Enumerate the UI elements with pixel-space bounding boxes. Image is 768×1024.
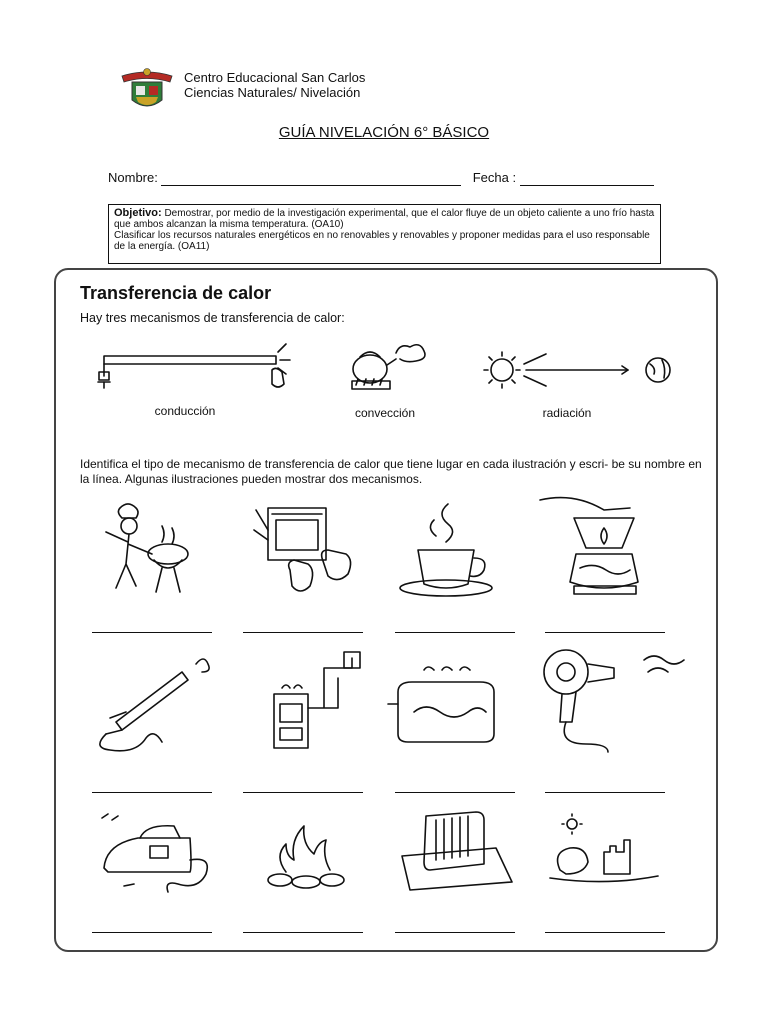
oven-mitts-icon <box>250 500 370 610</box>
subject-name: Ciencias Naturales/ Nivelación <box>184 85 361 100</box>
wood-stove-icon <box>268 648 368 760</box>
worksheet-title: Transferencia de calor <box>80 283 272 303</box>
name-field[interactable] <box>161 170 461 186</box>
mechanism-label-convection: convección <box>354 406 416 420</box>
answer-line-7[interactable] <box>395 792 515 793</box>
mechanism-label-conduction: conducción <box>154 404 216 418</box>
objective-text-2: Clasificar los recursos naturales energéticos en no renovables y renovables y proponer medidas para el uso responsable de la energía. (OA11) <box>114 230 650 252</box>
answer-line-2[interactable] <box>243 632 363 633</box>
answer-line-12[interactable] <box>545 932 665 933</box>
worksheet-intro: Hay tres mecanismos de transferencia de calor: <box>80 311 345 325</box>
answer-line-1[interactable] <box>92 632 212 633</box>
answer-line-3[interactable] <box>395 632 515 633</box>
hair-dryer-icon <box>538 648 688 760</box>
school-crest-icon <box>118 66 176 114</box>
campfire-icon <box>256 820 356 892</box>
answer-line-6[interactable] <box>243 792 363 793</box>
curling-iron-icon <box>86 650 216 760</box>
document-header <box>118 66 538 116</box>
answer-line-11[interactable] <box>395 932 515 933</box>
radiation-sun-icon <box>478 348 678 398</box>
objective-label: Objetivo: <box>114 207 162 219</box>
conduction-rod-icon <box>96 348 296 398</box>
sandcastle-sun-icon <box>546 812 666 892</box>
name-label: Nombre: <box>108 170 158 185</box>
clothes-iron-icon <box>94 814 224 894</box>
worksheet-instructions: Identifica el tipo de mecanismo de transferencia de calor que tiene lugar en cada ilustración y escri- be su nombre en la línea. Algunas ilustraciones pueden mostrar dos mecanismos. <box>80 457 702 486</box>
answer-line-10[interactable] <box>243 932 363 933</box>
answer-line-8[interactable] <box>545 792 665 793</box>
barbecue-chef-icon <box>92 502 212 612</box>
student-info-row <box>108 170 654 186</box>
toaster-icon <box>386 664 506 750</box>
hot-coffee-cup-icon <box>396 500 496 600</box>
space-heater-icon <box>396 808 516 894</box>
answer-line-9[interactable] <box>92 932 212 933</box>
page-title: GUÍA NIVELACIÓN 6° BÁSICO <box>278 124 490 141</box>
convection-kettle-icon <box>344 343 434 403</box>
school-name: Centro Educacional San Carlos <box>184 70 366 85</box>
date-label: Fecha : <box>472 170 517 185</box>
date-field[interactable] <box>520 170 654 186</box>
answer-line-4[interactable] <box>545 632 665 633</box>
mechanism-label-radiation: radiación <box>542 406 592 420</box>
objective-box <box>108 204 661 264</box>
coffee-maker-icon <box>534 494 654 606</box>
objective-text-1: Demostrar, por medio de la investigación experimental, que el calor fluye de un objeto caliente a uno frío hasta que ambos alcanzan la misma temperatura. (OA10) <box>114 208 655 230</box>
answer-line-5[interactable] <box>92 792 212 793</box>
